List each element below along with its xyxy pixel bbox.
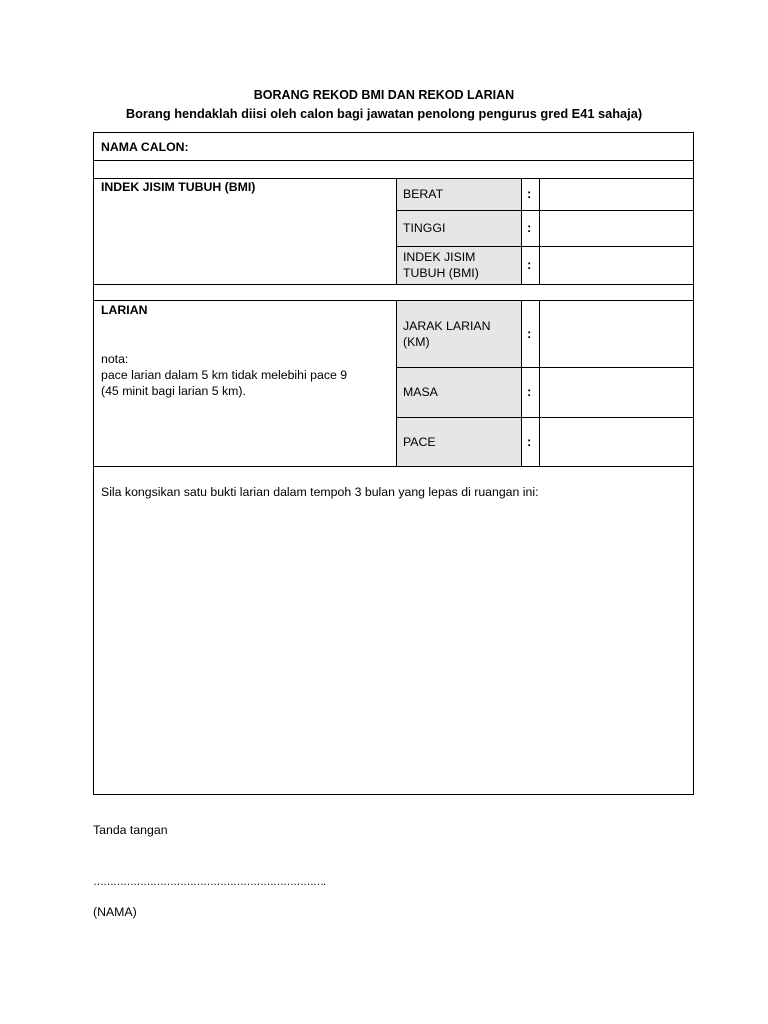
masa-separator: : [527,384,532,399]
pace-input[interactable] [540,418,693,466]
divider [93,284,694,285]
divider [396,178,397,284]
bmi-section-label: INDEK JISIM TUBUH (BMI) [101,180,256,194]
divider [396,300,397,466]
larian-note-line2: (45 minit bagi larian 5 km). [101,384,246,398]
form-title: BORANG REKOD BMI DAN REKOD LARIAN [253,88,515,102]
jarak-larian-separator: : [527,326,532,341]
tinggi-separator: : [527,220,532,235]
bmi-separator: : [527,257,532,272]
signature-label: Tanda tangan [93,823,168,837]
tinggi-input[interactable] [540,211,693,246]
tinggi-label: TINGGI [403,221,446,235]
signature-line: ……………………………………………………………. [93,876,326,888]
divider [521,178,522,284]
divider [93,466,694,467]
berat-input[interactable] [540,179,693,210]
berat-label: BERAT [403,187,444,201]
masa-input[interactable] [540,368,693,417]
evidence-instruction: Sila kongsikan satu bukti larian dalam tempoh 3 bulan yang lepas di ruangan ini: [101,485,539,499]
bmi-input[interactable] [540,247,693,284]
larian-note-title: nota: [101,352,129,366]
pace-separator: : [527,434,532,449]
masa-label: MASA [403,385,438,399]
berat-separator: : [527,186,532,201]
bmi-label: INDEK JISIM TUBUH (BMI) [403,250,479,280]
larian-note-line1: pace larian dalam 5 km tidak melebihi pace 9 [101,368,348,382]
divider [521,300,522,466]
jarak-larian-input[interactable] [540,301,693,367]
jarak-larian-label: JARAK LARIAN (KM) [403,319,491,349]
pace-label: PACE [403,435,436,449]
signature-name-label: (NAMA) [93,905,137,919]
nama-calon-label: NAMA CALON: [101,140,189,154]
divider [93,160,694,161]
evidence-area[interactable] [94,505,693,794]
form-subtitle: Borang hendaklah diisi oleh calon bagi jawatan penolong pengurus gred E41 sahaja) [125,106,643,121]
larian-section-label: LARIAN [101,303,148,317]
